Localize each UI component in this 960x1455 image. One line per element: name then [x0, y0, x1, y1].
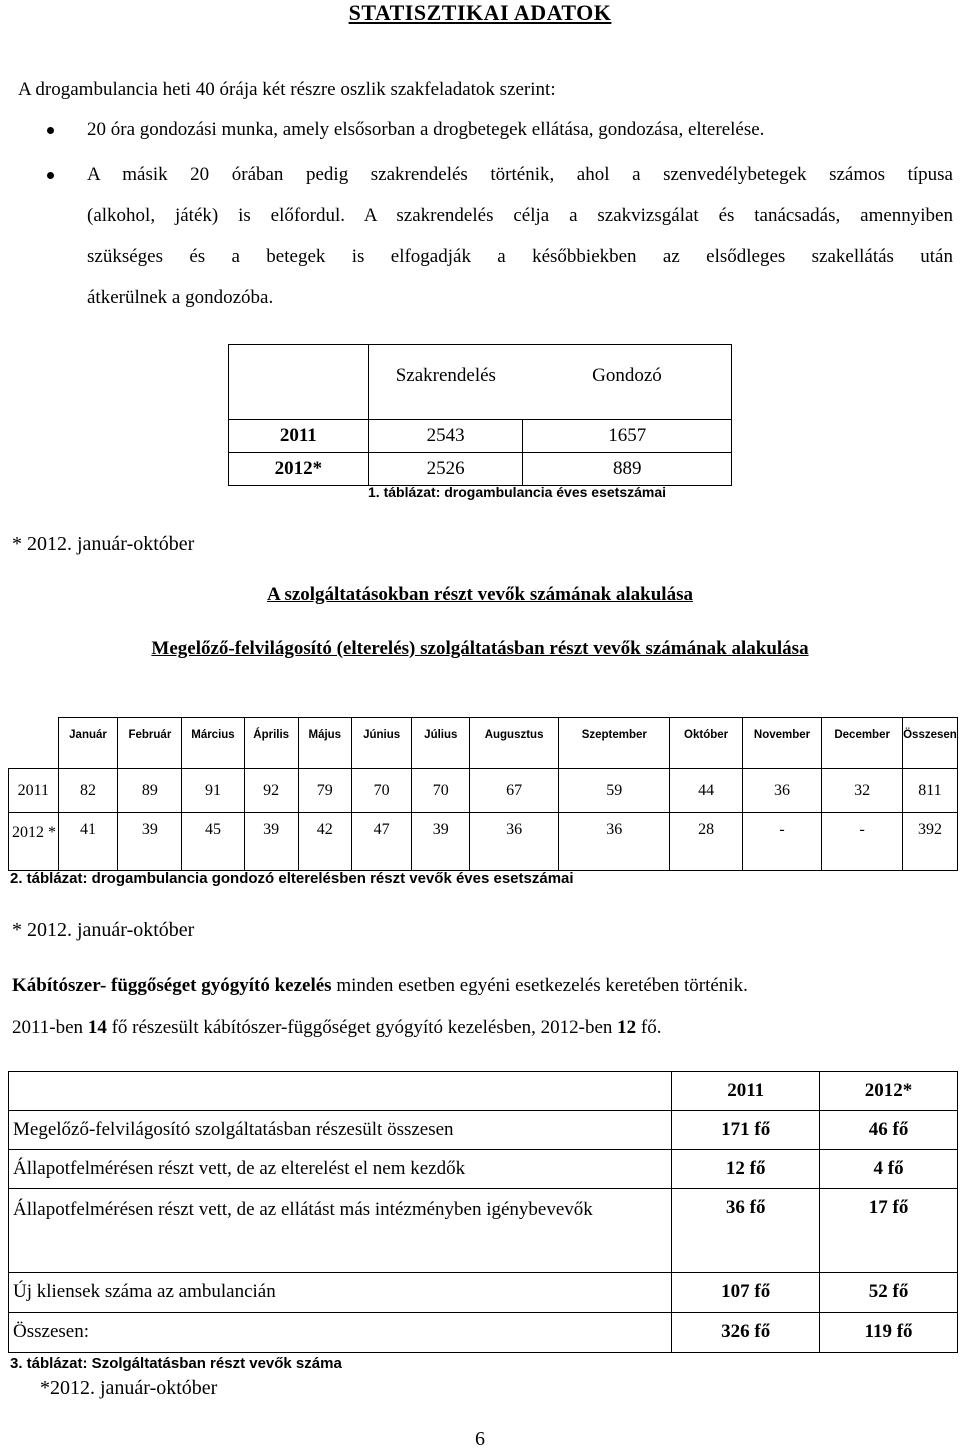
cell-value: 44 [670, 769, 742, 813]
intro-line: A drogambulancia heti 40 órája két részre oszlik szakfeladatok szerint: [18, 79, 556, 100]
month-header: November [742, 718, 822, 769]
bullet-2-line-1: A másik 20 órában pedig szakrendelés történik, ahol a szenvedélybetegek számos típusa [87, 164, 953, 185]
table-row [9, 813, 958, 871]
month-header: Szeptember [559, 718, 670, 769]
paragraph-szamok [12, 1008, 662, 1048]
column-header: Szakrendelés [368, 345, 523, 408]
footnote: *2012. január-október [40, 1377, 218, 1399]
cell-value: 42 [298, 813, 351, 871]
paragraph-text: minden esetben egyéni esetkezelés keretében történik. [331, 975, 748, 996]
cell-value: 59 [559, 769, 670, 813]
table-corner-cell [9, 718, 59, 769]
cell-value: 92 [244, 769, 298, 813]
cell-value: 39 [118, 813, 182, 871]
cell-value: 52 fő [820, 1273, 958, 1313]
month-header: Augusztus [470, 718, 559, 769]
cell-value: - [742, 813, 822, 871]
cell-value: 28 [670, 813, 742, 871]
table-spacer [523, 408, 732, 420]
table-row [9, 1313, 958, 1353]
cell-value: 36 fő [672, 1189, 820, 1273]
cell-value: 36 [470, 813, 559, 871]
table-caption: 2. táblázat: drogambulancia gondozó elterelésben részt vevők éves esetszámai [10, 870, 574, 887]
paragraph-text: 2011-ben [12, 1017, 88, 1038]
bold-number: 12 [617, 1017, 637, 1038]
cell-value: 171 fő [672, 1111, 820, 1150]
table-caption: 1. táblázat: drogambulancia éves esetszámai [368, 484, 667, 500]
cell-value: 79 [298, 769, 351, 813]
month-header: Július [412, 718, 470, 769]
table-szolgaltatas [8, 1071, 958, 1353]
page-number: 6 [475, 1428, 485, 1450]
table-row [9, 769, 958, 813]
table-row [9, 1273, 958, 1313]
row-label: Összesen: [9, 1313, 672, 1353]
month-header: Összesen [902, 718, 957, 769]
row-label: Megelőző-felvilágosító szolgáltatásban részesült összesen [9, 1111, 672, 1150]
month-header: Április [244, 718, 298, 769]
table-spacer [229, 408, 369, 420]
cell-value: - [822, 813, 903, 871]
row-label: Új kliensek száma az ambulancián [9, 1273, 672, 1313]
month-header: Január [58, 718, 118, 769]
row-label: Állapotfelmérésen részt vett, de az ellátást más intézményben igénybevevők [9, 1189, 672, 1273]
cell-value: 2526 [368, 453, 523, 486]
cell-value: 70 [351, 769, 412, 813]
row-year: 2011 [9, 769, 59, 813]
table-elterelesek [8, 717, 958, 871]
bullet-icon [47, 127, 54, 134]
row-year: 2012* [229, 453, 369, 486]
column-header: 2011 [672, 1072, 820, 1111]
month-header: Március [182, 718, 244, 769]
table-corner-cell [9, 1072, 672, 1111]
cell-value: 17 fő [820, 1189, 958, 1273]
cell-value: 45 [182, 813, 244, 871]
cell-value: 1657 [523, 420, 732, 453]
table-spacer [368, 408, 523, 420]
cell-value: 811 [902, 769, 957, 813]
month-header: Május [298, 718, 351, 769]
row-year: 2011 [229, 420, 369, 453]
cell-value: 70 [412, 769, 470, 813]
footnote: * 2012. január-október [12, 919, 195, 941]
cell-value: 119 fő [820, 1313, 958, 1353]
cell-value: 392 [902, 813, 957, 871]
bullet-2-line-3: szükséges és a betegek is elfogadják a későbbiekben az elsődleges szakellátás után [87, 246, 953, 267]
cell-value: 2543 [368, 420, 523, 453]
column-header: Gondozó [523, 345, 732, 408]
table-row [229, 453, 732, 486]
paragraph-text: fő részesült kábítószer-függőséget gyógyító kezelésben, 2012-ben [106, 1017, 618, 1038]
cell-value: 12 fő [672, 1150, 820, 1189]
column-header: 2012* [820, 1072, 958, 1111]
cell-value: 36 [559, 813, 670, 871]
table-row [9, 1111, 958, 1150]
cell-value: 889 [523, 453, 732, 486]
bullet-2-line-2: (alkohol, játék) is előfordul. A szakrendelés célja a szakvizsgálat és tanácsadás, amennyiben [87, 205, 953, 226]
paragraph-kezeles [12, 966, 748, 1006]
bullet-icon [47, 172, 54, 179]
month-header: Október [670, 718, 742, 769]
month-header: Február [118, 718, 182, 769]
cell-value: 67 [470, 769, 559, 813]
bullet-2-line-4: átkerülnek a gondozóba. [87, 287, 274, 308]
paragraph-text: fő. [636, 1017, 662, 1038]
section-heading: A szolgáltatásokban részt vevők számának alakulása [267, 584, 693, 605]
table-corner-cell [229, 345, 369, 408]
row-year: 2012 * [9, 813, 59, 871]
row-label: Állapotfelmérésen részt vett, de az elterelést el nem kezdők [9, 1150, 672, 1189]
cell-value: 39 [412, 813, 470, 871]
month-header: Június [351, 718, 412, 769]
table-row [9, 1150, 958, 1189]
cell-value: 89 [118, 769, 182, 813]
bullet-1-text: 20 óra gondozási munka, amely elsősorban a drogbetegek ellátása, gondozása, elterelése. [87, 119, 765, 140]
table-esetszamok [228, 344, 732, 486]
cell-value: 41 [58, 813, 118, 871]
table-row [229, 420, 732, 453]
footnote: * 2012. január-október [12, 533, 195, 555]
cell-value: 39 [244, 813, 298, 871]
cell-value: 326 fő [672, 1313, 820, 1353]
cell-value: 107 fő [672, 1273, 820, 1313]
cell-value: 46 fő [820, 1111, 958, 1150]
cell-value: 47 [351, 813, 412, 871]
cell-value: 36 [742, 769, 822, 813]
cell-value: 4 fő [820, 1150, 958, 1189]
page-title: STATISZTIKAI ADATOK [348, 0, 612, 25]
table-caption: 3. táblázat: Szolgáltatásban részt vevők száma [10, 1355, 342, 1372]
cell-value: 82 [58, 769, 118, 813]
cell-value: 32 [822, 769, 903, 813]
section-subheading: Megelőző-felvilágosító (elterelés) szolgáltatásban részt vevők számának alakulása [151, 638, 809, 659]
month-header: December [822, 718, 903, 769]
bold-term: Kábítószer- függőséget gyógyító kezelés [12, 975, 332, 996]
cell-value: 91 [182, 769, 244, 813]
table-row [9, 1189, 958, 1273]
bold-number: 14 [87, 1017, 107, 1038]
